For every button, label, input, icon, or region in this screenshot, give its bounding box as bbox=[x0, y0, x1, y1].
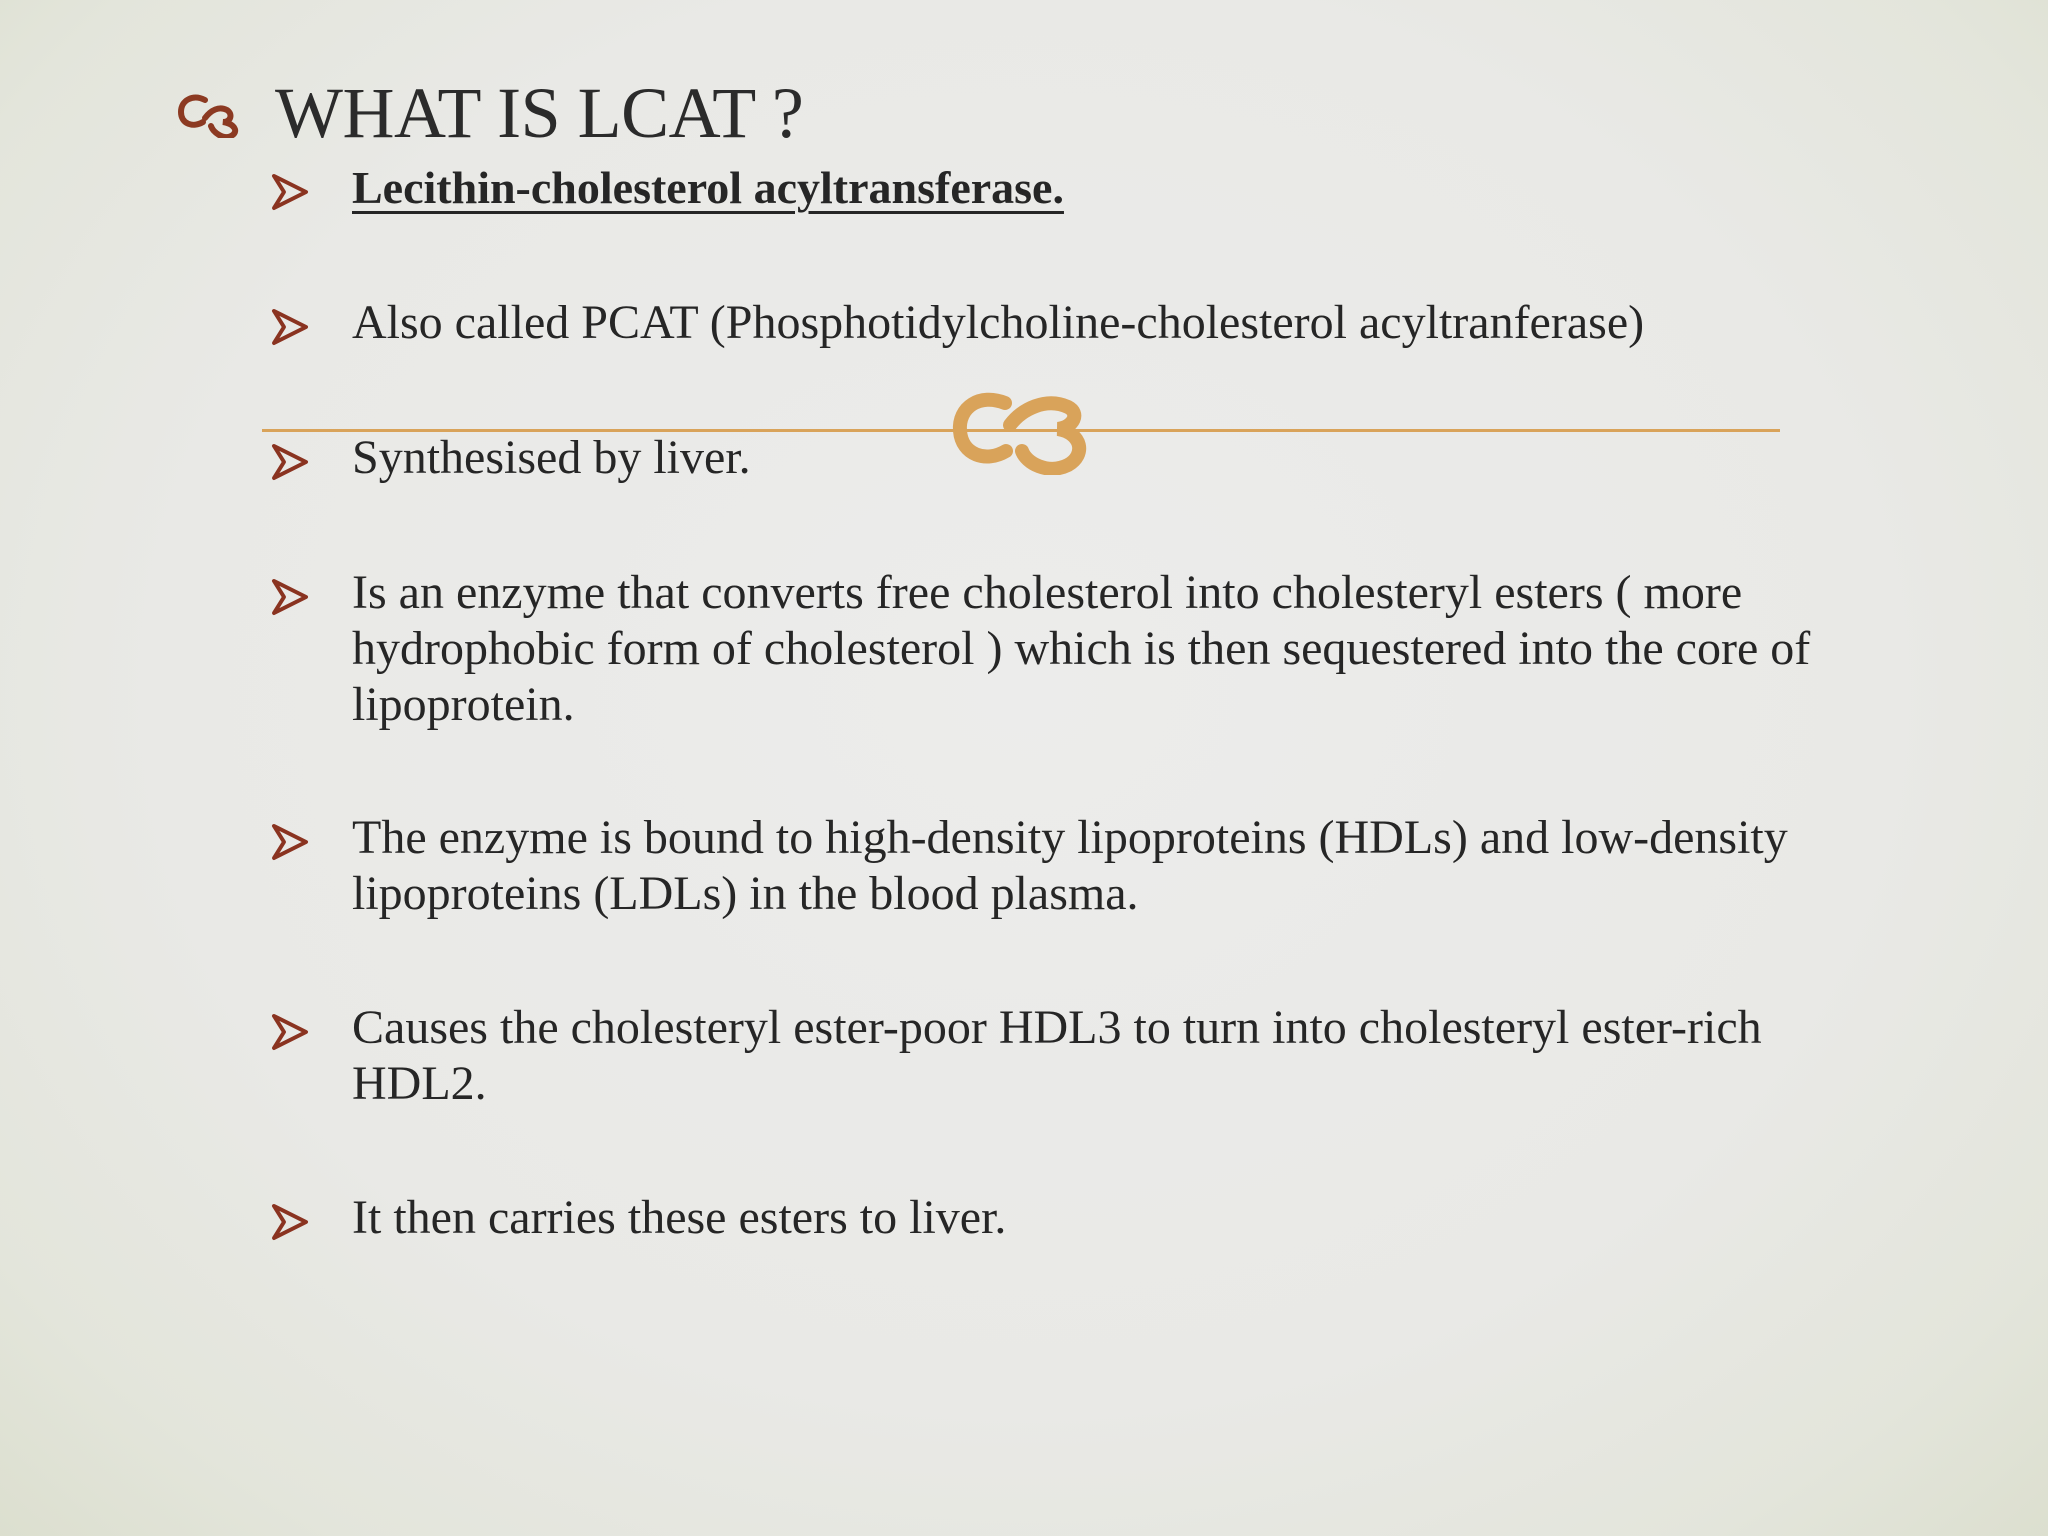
list-item bbox=[270, 160, 1890, 216]
fleuron-ornament-icon bbox=[175, 88, 245, 138]
bullet-text: Lecithin-cholesterol acyltransferase. bbox=[352, 162, 1064, 213]
list-item bbox=[270, 1190, 1890, 1246]
list-item bbox=[270, 295, 1890, 351]
arrowhead-bullet-icon bbox=[270, 577, 310, 617]
arrowhead-bullet-icon bbox=[270, 1202, 310, 1242]
bullet-text: Causes the cholesteryl ester-poor HDL3 to turn into cholesteryl ester-rich HDL2. bbox=[352, 1001, 1762, 1110]
arrowhead-bullet-icon bbox=[270, 822, 310, 862]
bullet-text: The enzyme is bound to high-density lipoproteins (HDLs) and low-density lipoproteins (LDLs) in the blood plasma. bbox=[352, 811, 1788, 920]
bullet-text: Also called PCAT (Phosphotidylcholine-cholesterol acyltranferase) bbox=[352, 296, 1645, 349]
bullet-text: Synthesised by liver. bbox=[352, 431, 751, 484]
list-item bbox=[270, 810, 1890, 922]
list-item bbox=[270, 1000, 1890, 1112]
page-title: WHAT IS LCAT ? bbox=[275, 73, 804, 153]
arrowhead-bullet-icon bbox=[270, 172, 310, 212]
arrowhead-bullet-icon bbox=[270, 442, 310, 482]
arrowhead-bullet-icon bbox=[270, 1012, 310, 1052]
bullet-text: Is an enzyme that converts free cholesterol into cholesteryl esters ( more hydrophobic form of cholesterol ) which is then sequestered into the core of lipoprotein. bbox=[352, 566, 1811, 731]
bullet-text: It then carries these esters to liver. bbox=[352, 1191, 1007, 1244]
arrowhead-bullet-icon bbox=[270, 307, 310, 347]
list-item bbox=[270, 565, 1890, 733]
list-item bbox=[270, 430, 1890, 486]
title-row bbox=[175, 68, 803, 158]
